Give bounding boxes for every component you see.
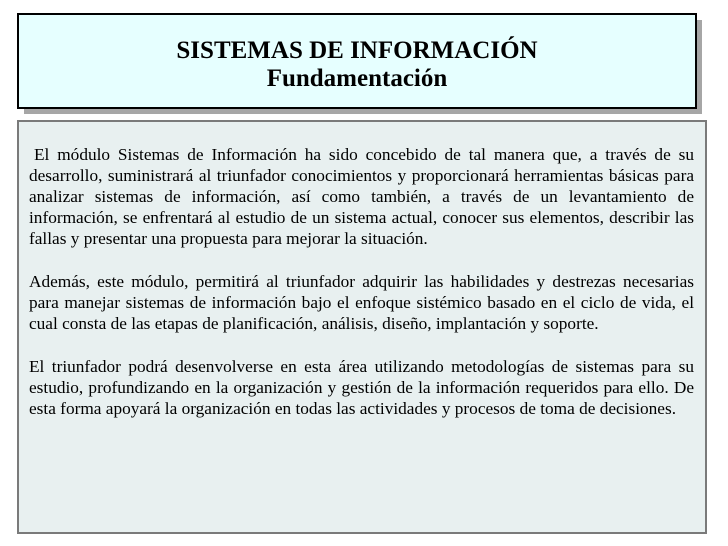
paragraph-skills: Además, este módulo, permitirá al triunfador adquirir las habilidades y destrezas necesarias para manejar sistemas de información bajo el enfoque sistémico basado en el ciclo de vida, el cual consta de las etapas de planificación, análisis, diseño, implantación y soporte.	[29, 272, 694, 333]
content-text	[29, 144, 694, 441]
slide-title: SISTEMAS DE INFORMACIÓN	[176, 37, 538, 64]
title-box	[17, 13, 697, 109]
paragraph-methodology: El triunfador podrá desenvolverse en esta área utilizando metodologías de sistemas para su estudio, profundizando en la organización y gestión de la información requeridos para ello. De esta forma apoyará la organización en todas las actividades y procesos de toma de decisiones.	[29, 357, 694, 418]
content-box	[17, 120, 707, 534]
paragraph-intro: El módulo Sistemas de Información ha sido concebido de tal manera que, a través de su desarrollo, suministrará al triunfador conocimientos y proporcionará herramientas básicas para analizar sistemas de información, así como también, a través de un levantamiento de información, se enfrentará al estudio de un sistema actual, conocer sus elementos, describir las fallas y presentar una propuesta para mejorar la situación.	[29, 145, 694, 248]
slide-subtitle: Fundamentación	[266, 65, 448, 92]
